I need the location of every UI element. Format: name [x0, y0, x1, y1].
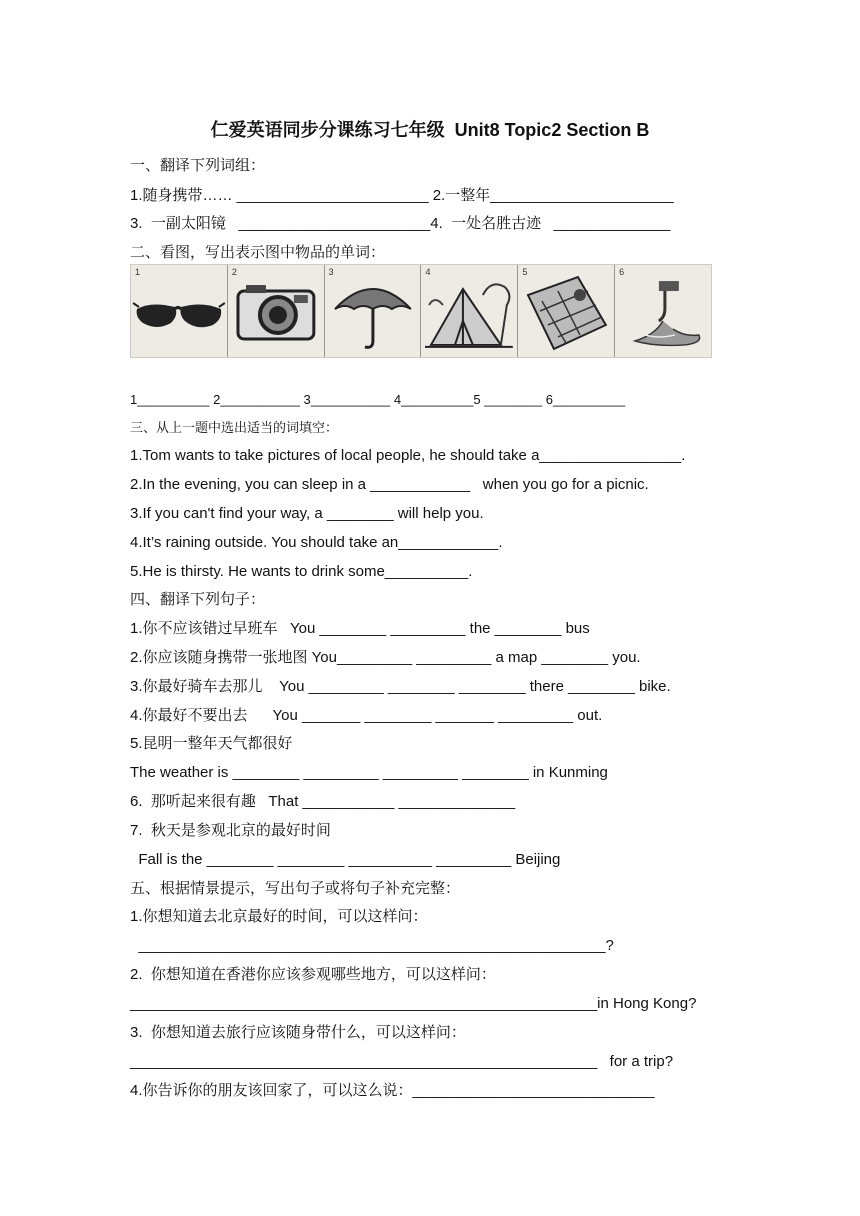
picture-1	[131, 265, 228, 357]
section-3-item-2: 2.In the evening, you can sleep in a ____________ when you go for a picnic.	[130, 476, 649, 493]
picture-number: 3	[328, 267, 334, 277]
picture-number: 4	[425, 267, 431, 277]
section-4-heading: 四、翻译下列句子：	[130, 591, 266, 608]
picture-number: 1	[135, 267, 141, 277]
section-4-item-6: 6. 那听起来很有趣 That ___________ ______________	[130, 793, 516, 810]
sunglasses-icon	[131, 265, 227, 357]
section-5-item-1: 1.你想知道去北京最好的时间，可以这样问：	[130, 908, 428, 925]
page-title: 仁爱英语同步分课练习七年级 Unit8 Topic2 Section B	[210, 120, 650, 140]
section-5-heading: 五、根据情景提示，写出句子或将句子补充完整：	[130, 880, 461, 897]
picture-4	[421, 265, 518, 357]
section-1-line-2: 3. 一副太阳镜 _______________________4. 一处名胜古迹 ______________	[130, 215, 671, 232]
section-3-item-5: 5.He is thirsty. He wants to drink some__________.	[130, 563, 473, 580]
section-3-item-3: 3.If you can't find your way, a ________ will help you.	[130, 505, 484, 522]
section-4-item-4: 4.你最好不要出去 You _______ ________ _______ _________ out.	[130, 707, 603, 724]
section-3-heading: 三、从上一题中选出适当的词填空：	[130, 420, 339, 435]
picture-2	[228, 265, 325, 357]
section-5-item-1-answer: ________________________________________________________?	[130, 937, 614, 954]
section-4-item-3: 3.你最好骑车去那儿 You _________ ________ ________ there ________ bike.	[130, 678, 671, 695]
section-3-item-4: 4.It’s raining outside. You should take an____________.	[130, 534, 503, 551]
tent-icon	[421, 265, 517, 357]
umbrella-icon	[325, 265, 421, 357]
picture-number: 6	[619, 267, 625, 277]
section-4-item-7-answer: Fall is the ________ ________ __________ _________ Beijing	[130, 851, 561, 868]
section-5-item-3: 3. 你想知道去旅行应该随身带什么，可以这样问：	[130, 1024, 466, 1041]
section-4-item-1: 1.你不应该错过早班车 You ________ _________ the ________ bus	[130, 620, 590, 637]
section-2-answers: 1__________ 2___________ 3___________ 4__________5 ________ 6__________	[130, 392, 626, 407]
section-5-item-2-answer: ________________________________________________________in Hong Kong?	[130, 995, 697, 1012]
section-1-heading: 一、翻译下列词组：	[130, 157, 266, 174]
section-4-item-5-answer: The weather is ________ _________ _________ ________ in Kunming	[130, 764, 608, 781]
picture-5	[518, 265, 615, 357]
section-4-item-2: 2.你应该随身携带一张地图 You_________ _________ a map ________ you.	[130, 649, 641, 666]
picture-6	[615, 265, 711, 357]
picture-3	[325, 265, 422, 357]
section-5-item-4: 4.你告诉你的朋友该回家了，可以这么说：_____________________________	[130, 1082, 655, 1099]
section-1-line-1: 1.随身携带…… _______________________ 2.一整年______________________	[130, 187, 674, 204]
section-3-item-1: 1.Tom wants to take pictures of local people, he should take a_________________.	[130, 447, 686, 464]
picture-strip	[130, 264, 712, 358]
section-5-item-2: 2. 你想知道在香港你应该参观哪些地方，可以这样问：	[130, 966, 496, 983]
section-2-heading: 二、看图，写出表示图中物品的单词：	[130, 244, 386, 261]
picture-number: 2	[231, 267, 237, 277]
water-icon	[615, 265, 711, 357]
map-icon	[518, 265, 614, 357]
picture-number: 5	[522, 267, 528, 277]
camera-icon	[228, 265, 324, 357]
section-5-item-3-answer: ________________________________________________________ for a trip?	[130, 1053, 674, 1070]
section-4-item-7: 7. 秋天是参观北京的最好时间	[130, 822, 331, 839]
section-4-item-5: 5.昆明一整年天气都很好	[130, 735, 293, 752]
